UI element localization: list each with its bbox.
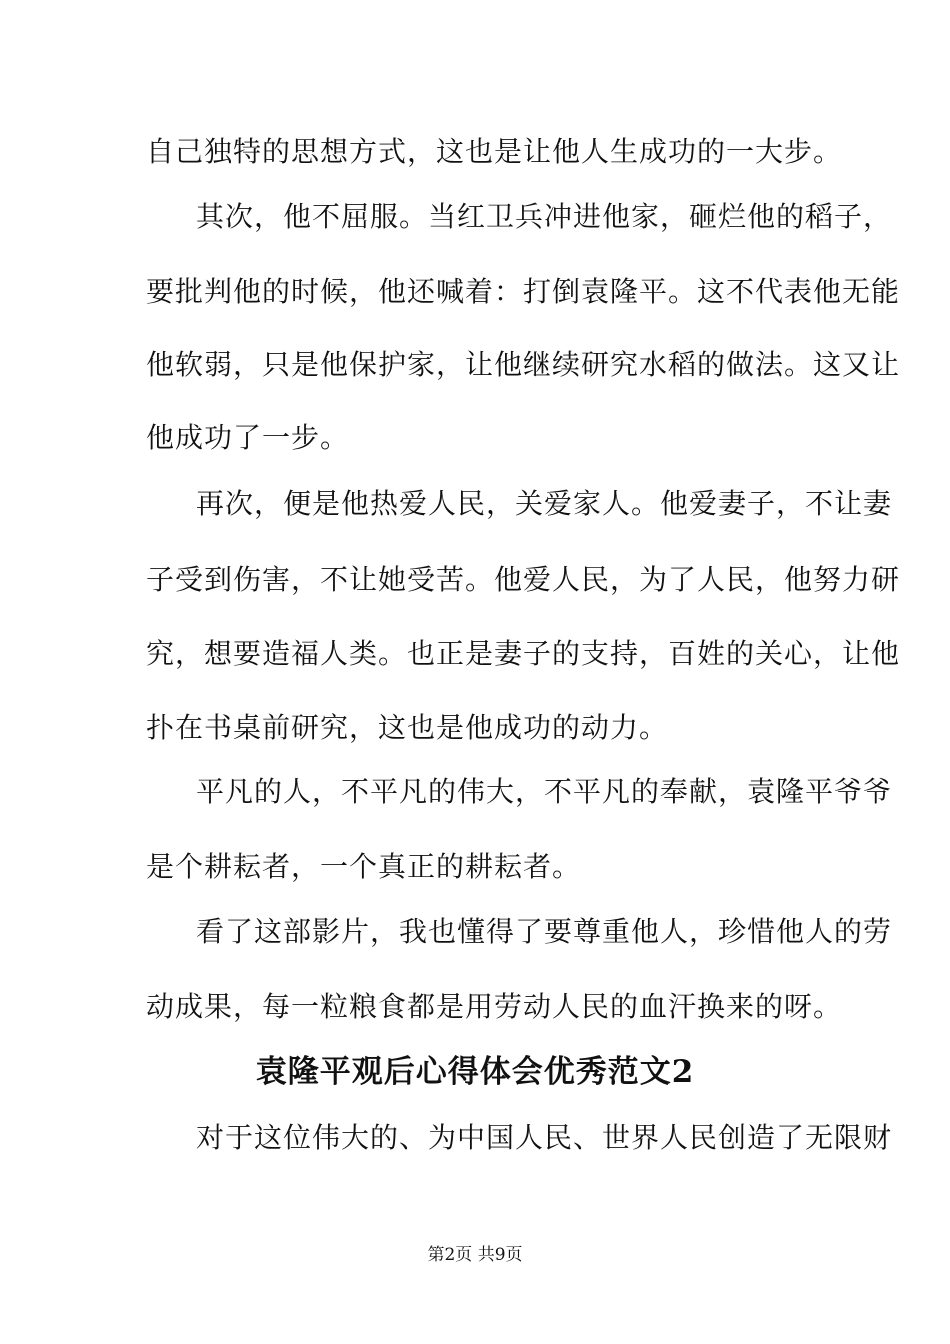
paragraph-line: 自己独特的思想方式，这也是让他人生成功的一大步。 — [146, 135, 843, 168]
paragraph-line: 对于这位伟大的、为中国人民、世界人民创造了无限财 — [196, 1121, 893, 1154]
page-number-footer: 第2页 共9页 — [427, 1245, 523, 1265]
paragraph-line: 子受到伤害，不让她受苦。他爱人民，为了人民，他努力研 — [146, 563, 901, 596]
paragraph-line: 扑在书桌前研究，这也是他成功的动力。 — [146, 711, 669, 744]
paragraph-line: 平凡的人，不平凡的伟大，不平凡的奉献，袁隆平爷爷 — [196, 775, 893, 808]
paragraph-line: 他成功了一步。 — [146, 421, 350, 454]
paragraph-line: 要批判他的时候，他还喊着：打倒袁隆平。这不代表他无能 — [146, 275, 901, 308]
paragraph-line: 是个耕耘者，一个真正的耕耘者。 — [146, 850, 582, 883]
paragraph-line: 他软弱，只是他保护家，让他继续研究水稻的做法。这又让 — [146, 348, 901, 381]
section-heading: 袁隆平观后心得体会优秀范文2 — [255, 1054, 695, 1090]
paragraph-line: 看了这部影片，我也懂得了要尊重他人，珍惜他人的劳 — [196, 915, 893, 948]
paragraph-line: 究，想要造福人类。也正是妻子的支持，百姓的关心，让他 — [146, 637, 901, 670]
paragraph-line: 其次，他不屈服。当红卫兵冲进他家，砸烂他的稻子， — [196, 200, 893, 233]
paragraph-line: 动成果，每一粒粮食都是用劳动人民的血汗换来的呀。 — [146, 990, 843, 1023]
paragraph-line: 再次，便是他热爱人民，关爱家人。他爱妻子，不让妻 — [196, 487, 893, 520]
